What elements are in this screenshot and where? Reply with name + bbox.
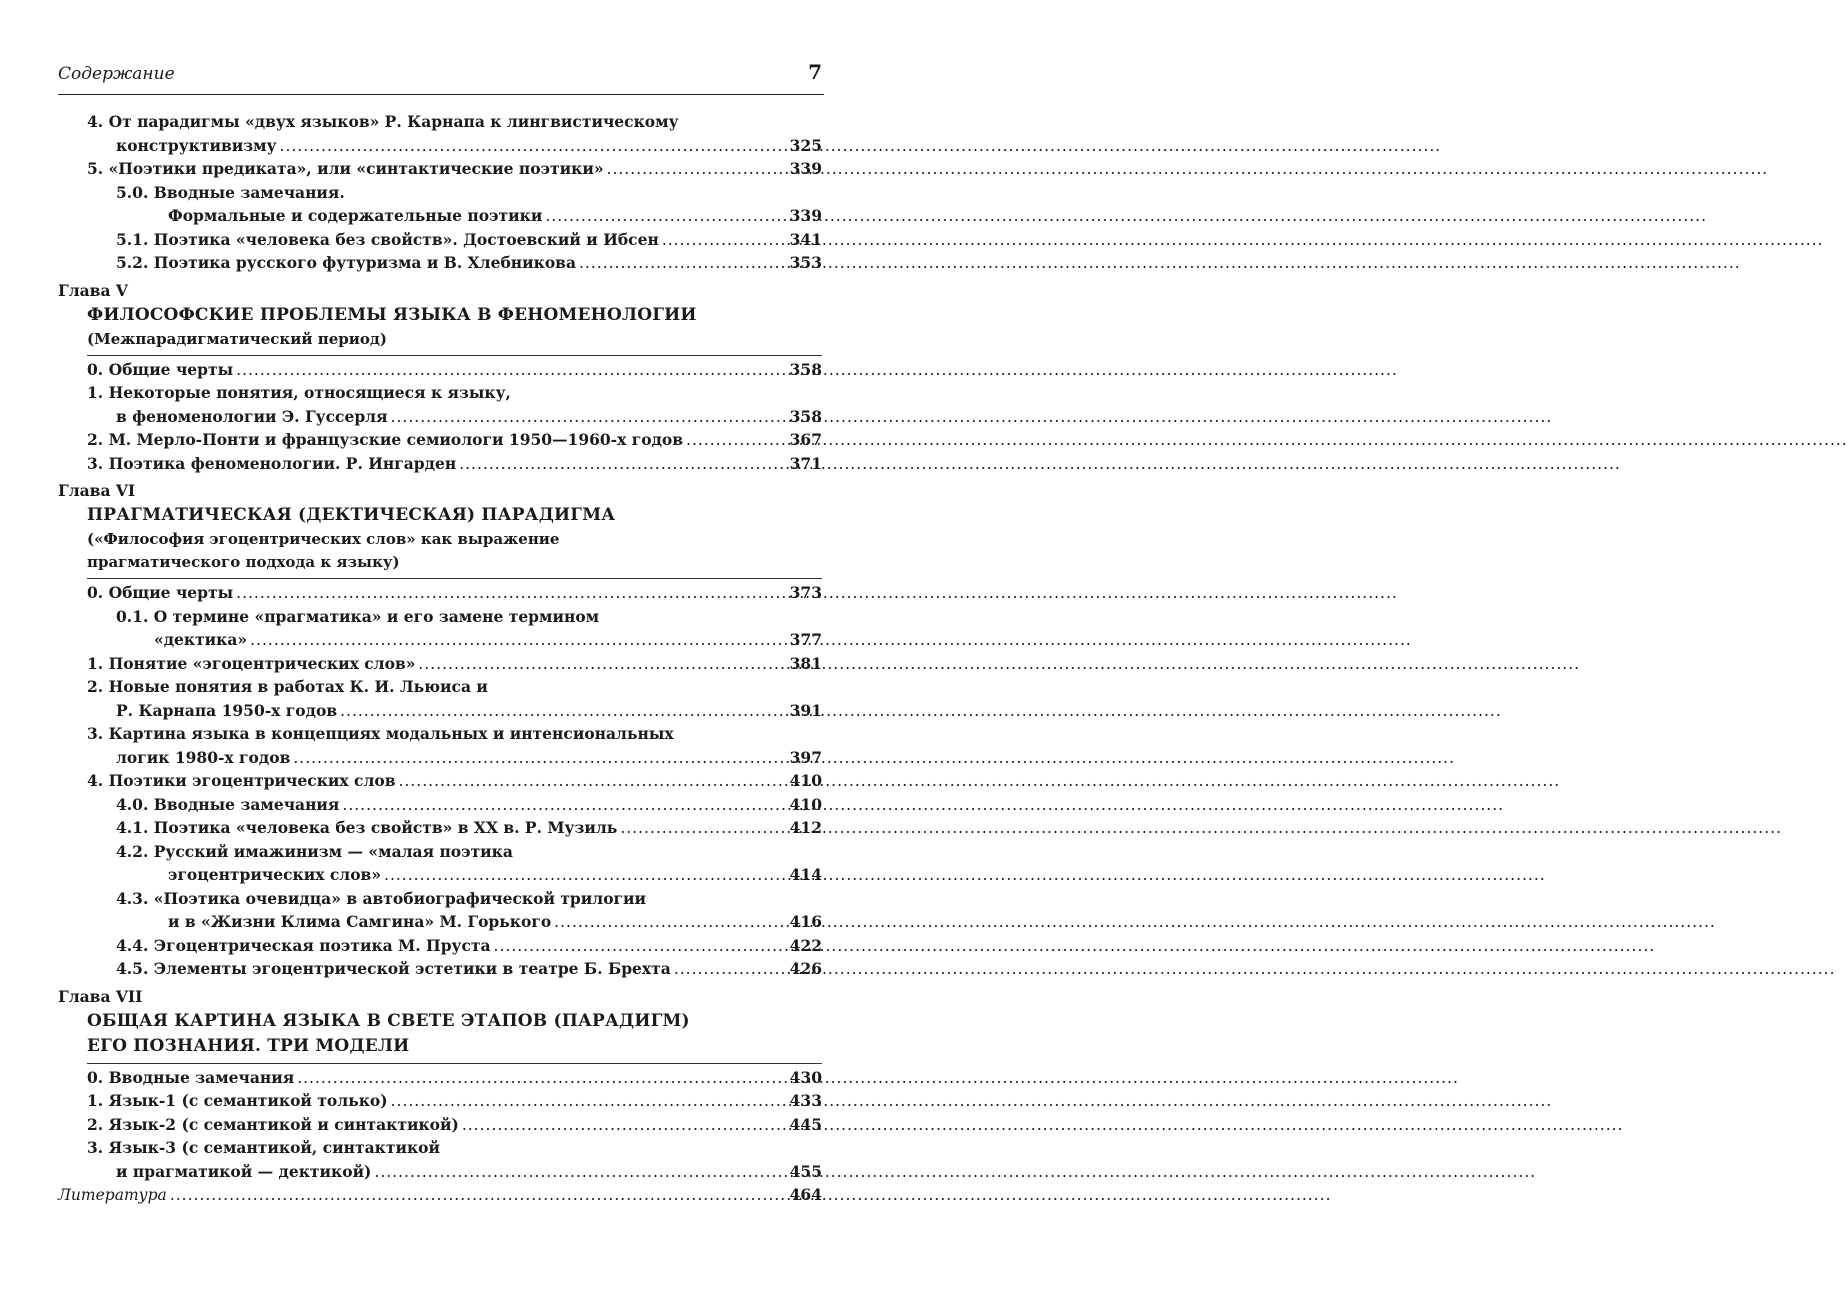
dot-leader <box>340 700 782 724</box>
toc-entry <box>58 605 822 629</box>
toc-entry <box>58 816 822 840</box>
chapter-7-label: Глава VII <box>58 986 143 1006</box>
toc-entry <box>58 863 822 887</box>
toc-entry-page: 391 <box>789 700 822 720</box>
chapter-6-title: ПРАГМАТИЧЕСКАЯ (ДЕКТИЧЕСКАЯ) ПАРАДИГМА <box>87 505 616 525</box>
toc-entry <box>58 887 822 911</box>
toc-entry-text: 5.2. Поэтика русского футуризма и В. Хлебникова <box>116 253 576 272</box>
toc-entry <box>58 793 822 817</box>
toc-entry-text: 5.1. Поэтика «человека без свойств». Достоевский и Ибсен <box>116 229 659 249</box>
toc-entry-page: 353 <box>789 253 822 272</box>
dot-leader <box>462 1114 782 1138</box>
toc-entry-page: 433 <box>789 1091 822 1110</box>
chapter-5-title: ФИЛОСОФСКИЕ ПРОБЛЕМЫ ЯЗЫКА В ФЕНОМЕНОЛОГИИ <box>87 304 697 325</box>
toc-entry-text: 2. Новые понятия в работах К. И. Льюиса и <box>87 677 488 696</box>
toc-entry-page: 358 <box>789 406 822 426</box>
toc-entry-text: 3. Поэтика феноменологии. Р. Ингарден <box>87 453 457 473</box>
toc-entry <box>58 1066 822 1090</box>
toc-entry-page: 445 <box>789 1114 822 1134</box>
toc-entry-page: 341 <box>789 229 822 249</box>
toc-entry <box>58 934 822 958</box>
toc-entry <box>58 204 822 228</box>
dot-leader <box>236 582 782 606</box>
toc-entry-text: и в «Жизни Клима Самгина» М. Горького <box>168 912 552 931</box>
dot-leader <box>342 794 782 818</box>
toc-entry-page: 371 <box>789 453 822 473</box>
dot-leader <box>374 1161 782 1185</box>
toc-entry-text: «дектика» <box>154 630 248 649</box>
toc-entry <box>58 957 822 981</box>
dot-leader <box>545 205 782 229</box>
toc-entry <box>58 1113 822 1137</box>
toc-entry-text: 0.1. О термине «прагматика» и его замене термином <box>116 606 600 626</box>
toc-entry-page: 339 <box>789 159 822 178</box>
chapter-7-divider <box>87 1063 822 1064</box>
toc-entry <box>58 910 822 934</box>
dot-leader <box>607 158 782 182</box>
toc-entry-text: 2. Язык-2 (с семантикой и синтактикой) <box>87 1114 459 1134</box>
toc-entry <box>58 652 822 676</box>
running-head <box>58 58 824 95</box>
dot-leader <box>391 406 782 430</box>
toc-entry <box>58 581 822 605</box>
page-number: 7 <box>808 60 822 84</box>
book-page <box>0 0 875 1316</box>
dot-leader <box>293 747 782 771</box>
toc-entry-text: 0. Вводные замечания <box>87 1067 295 1087</box>
toc-entry-page: 430 <box>789 1067 822 1087</box>
toc-entry-text: логик 1980-х годов <box>116 747 291 767</box>
dot-leader <box>280 135 782 159</box>
toc-entry-text: эгоцентрических слов» <box>168 865 382 884</box>
toc-entry-text: 5.0. Вводные замечания. <box>116 182 345 202</box>
dot-leader <box>686 429 782 453</box>
toc-entry-page: 381 <box>789 653 822 673</box>
toc-entry-text: 4.1. Поэтика «человека без свойств» в XX в. Р. Музиль <box>116 818 618 837</box>
toc-entry-page: 358 <box>789 359 822 379</box>
toc-entry-text: 1. Язык-1 (с семантикой только) <box>87 1091 388 1110</box>
toc-entry-page: 410 <box>789 771 822 790</box>
toc-entry-page: 414 <box>789 865 822 884</box>
toc-entry-page: 410 <box>789 794 822 814</box>
toc-entry <box>58 381 822 405</box>
toc-entry-text: Формальные и содержательные поэтики <box>168 206 543 225</box>
chapter-5-subtitle: (Межпарадигматический период) <box>87 329 387 348</box>
toc-entry-page: 412 <box>789 818 822 837</box>
toc-entry-page: 367 <box>789 430 822 449</box>
running-head-title: Содержание <box>58 64 175 84</box>
dot-leader <box>297 1067 782 1091</box>
dot-leader <box>579 252 782 276</box>
toc-entry-page: 377 <box>789 630 822 649</box>
toc-entry-text: 0. Общие черты <box>87 583 234 602</box>
toc-entry <box>58 746 822 770</box>
toc-entry <box>58 405 822 429</box>
chapter-7-title-line-1: ОБЩАЯ КАРТИНА ЯЗЫКА В СВЕТЕ ЭТАПОВ (ПАРАДИГМ) <box>87 1010 690 1031</box>
toc-entry-text: Р. Карнапа 1950-х годов <box>116 700 338 720</box>
toc-entry-text: 4.2. Русский имажинизм — «малая поэтика <box>116 841 513 861</box>
dot-leader <box>662 229 782 253</box>
toc-entry <box>58 699 822 723</box>
toc-entry-literature <box>58 1183 822 1207</box>
toc-entry-page: 455 <box>789 1161 822 1181</box>
toc-entry-literature-text: Литература <box>58 1186 167 1204</box>
toc-entry <box>58 181 822 205</box>
chapter-5-entries <box>58 358 822 476</box>
toc-entry-text: 2. М. Мерло-Понти и французские семиологи 1950—1960-х годов <box>87 430 684 449</box>
chapter-7-title-line-2: ЕГО ПОЗНАНИЯ. ТРИ МОДЕЛИ <box>87 1035 410 1056</box>
toc-entry <box>58 840 822 864</box>
toc-entry-text: конструктивизму <box>116 135 277 155</box>
toc-entry-text: 1. Некоторые понятия, относящиеся к языку, <box>87 383 511 402</box>
dot-leader <box>391 1090 782 1114</box>
toc-entry <box>58 110 822 134</box>
dot-leader <box>250 629 782 653</box>
chapter-6-subtitle-line-1: («Философия эгоцентрических слов» как выражение <box>87 530 560 548</box>
dot-leader <box>236 359 782 383</box>
dot-leader <box>494 935 782 959</box>
toc-entry-text: 4.4. Эгоцентрическая поэтика М. Пруста <box>116 935 491 955</box>
chapter-6-divider <box>87 578 822 579</box>
toc-entry <box>58 722 822 746</box>
toc-entry-text: 0. Общие черты <box>87 359 234 379</box>
dot-leader <box>554 911 782 935</box>
toc-entry-text: 4.0. Вводные замечания <box>116 794 340 814</box>
chapter-5-label: Глава V <box>58 280 128 300</box>
dot-leader <box>170 1184 782 1208</box>
toc-entry-page: 416 <box>789 912 822 931</box>
dot-leader <box>418 653 782 677</box>
toc-entry-literature-page: 464 <box>789 1185 822 1204</box>
chapter-6-subtitle-line-2: прагматического подхода к языку) <box>87 553 400 571</box>
toc-entry-page: 325 <box>789 135 822 155</box>
toc-entry-text: 1. Понятие «эгоцентрических слов» <box>87 653 416 673</box>
toc-entry <box>58 452 822 476</box>
chapter-5-divider <box>87 355 822 356</box>
dot-leader <box>384 864 782 888</box>
toc-entry-page: 397 <box>789 747 822 767</box>
dot-leader <box>399 770 783 794</box>
chapter-6-entries <box>58 581 822 981</box>
dot-leader <box>620 817 782 841</box>
toc-entry-text: 3. Язык-3 (с семантикой, синтактикой <box>87 1138 440 1157</box>
toc-entry-text: 4.3. «Поэтика очевидца» в автобиографической трилогии <box>116 888 647 908</box>
toc-entry <box>58 628 822 652</box>
chapter-7-entries <box>58 1066 822 1184</box>
toc-entry-page: 426 <box>789 959 822 978</box>
toc-entry-page: 373 <box>789 583 822 602</box>
toc-entry-text: 3. Картина языка в концепциях модальных и интенсиональных <box>87 724 674 743</box>
toc-entry <box>58 157 822 181</box>
toc-entry-page: 422 <box>789 935 822 955</box>
toc-entry <box>58 769 822 793</box>
toc-entry <box>58 251 822 275</box>
toc-section-continued <box>58 110 822 275</box>
toc-entry-text: в феноменологии Э. Гуссерля <box>116 406 388 426</box>
toc-entry <box>58 1160 822 1184</box>
toc-entry-text: 4. От парадигмы «двух языков» Р. Карнапа к лингвистическому <box>87 112 679 131</box>
chapter-6-label: Глава VI <box>58 481 136 500</box>
toc-entry-page: 339 <box>789 206 822 225</box>
toc-entry <box>58 1089 822 1113</box>
table-of-contents <box>58 110 822 1207</box>
toc-entry-text: 4. Поэтики эгоцентрических слов <box>87 771 396 790</box>
toc-entry <box>58 675 822 699</box>
toc-entry <box>58 134 822 158</box>
dot-leader <box>674 958 782 982</box>
toc-entry <box>58 1136 822 1160</box>
toc-entry-text: 4.5. Элементы эгоцентрической эстетики в театре Б. Брехта <box>116 959 671 978</box>
toc-entry-text: 5. «Поэтики предиката», или «синтактические поэтики» <box>87 159 604 178</box>
toc-entry <box>58 428 822 452</box>
toc-entry <box>58 228 822 252</box>
dot-leader <box>459 453 782 477</box>
toc-entry <box>58 358 822 382</box>
toc-entry-text: и прагматикой — дектикой) <box>116 1161 372 1181</box>
